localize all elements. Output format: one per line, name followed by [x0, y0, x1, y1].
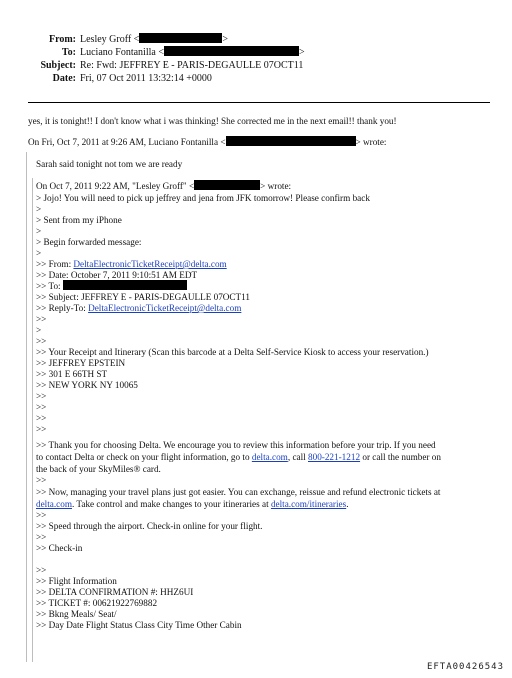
itineraries-link[interactable]: delta.com/itineraries: [270, 499, 347, 509]
to-close: >: [298, 47, 305, 58]
from-name: Lesley Groff <: [80, 34, 140, 45]
quoted-line: >>: [36, 475, 47, 485]
quoted-line: >> Date: October 7, 2011 9:10:51 AM EDT: [36, 270, 198, 280]
quote1-intro: [28, 136, 386, 148]
quoted-line: >>: [36, 402, 47, 412]
quoted-line: >>: [36, 532, 47, 542]
quote2-intro: [36, 180, 291, 192]
quoted-line: >>: [36, 510, 47, 520]
quoted-line: >>: [36, 424, 47, 434]
quote-bar-inner: [32, 178, 33, 662]
quoted-line: > Begin forwarded message:: [36, 237, 142, 247]
from-label: From:: [48, 34, 76, 45]
quoted-line: >> 301 E 66TH ST: [36, 369, 108, 379]
reply-text: yes, it is tonight!! I don't know what i was thinking! She corrected me in the next email!! thank you!: [28, 116, 397, 126]
quoted-line: >> Now, managing your travel plans just got easier. You can exchange, reissue and refund electronic tickets at: [36, 487, 441, 497]
date-value: Fri, 07 Oct 2011 13:32:14 +0000: [80, 73, 212, 84]
sender-email-link[interactable]: DeltaElectronicTicketReceipt@delta.com: [73, 259, 227, 269]
bates-number: EFTA00426543: [426, 662, 504, 672]
quoted-line: the back of your SkyMiles® card.: [36, 464, 161, 474]
subject-label: Subject:: [40, 60, 76, 71]
contact-text-c: or call the number on: [360, 452, 441, 462]
to-name: Luciano Fontanilla <: [80, 47, 164, 58]
manage-text-a: . Take control and make changes to your itineraries at: [71, 499, 271, 509]
quote2-wrote: > wrote:: [260, 181, 292, 191]
quote1-intro-text: On Fri, Oct 7, 2011 at 9:26 AM, Luciano Fontanilla <: [28, 137, 226, 147]
contact-text-a: to contact Delta or check on your flight information, go to: [36, 452, 252, 462]
to-prefix: >> To:: [36, 281, 63, 291]
redaction-box: [139, 33, 222, 43]
redaction-box: [226, 136, 356, 146]
quoted-line: > Sent from my iPhone: [36, 215, 122, 225]
quoted-line-contact: [36, 451, 441, 463]
date-label: Date:: [52, 73, 76, 84]
quote1-wrote: > wrote:: [355, 137, 387, 147]
quoted-line: >>: [36, 565, 47, 575]
quoted-line-replyto: [36, 302, 241, 314]
redaction-box: [63, 280, 187, 290]
to-label: To:: [61, 47, 76, 58]
replyto-email-link[interactable]: DeltaElectronicTicketReceipt@delta.com: [88, 303, 242, 313]
phone-link[interactable]: 800-221-1212: [308, 452, 361, 462]
quote1-text: Sarah said tonight not tom we are ready: [36, 159, 183, 169]
contact-text-b: , call: [287, 452, 308, 462]
delta-com-link[interactable]: delta.com: [36, 499, 72, 509]
quoted-line: >: [36, 325, 42, 335]
manage-text-b: .: [346, 499, 349, 509]
quoted-line: >: [36, 204, 42, 214]
subject-value: Re: Fwd: JEFFREY E - PARIS-DEGAULLE 07OCT11: [80, 60, 304, 71]
replyto-prefix: >> Reply-To:: [36, 303, 89, 313]
quoted-line: >> TICKET #: 00621922769882: [36, 598, 158, 608]
quoted-line: >> JEFFREY EPSTEIN: [36, 358, 126, 368]
quoted-line: >> Flight Information: [36, 576, 117, 586]
from-value: [80, 33, 228, 46]
quoted-line: >> Check-in: [36, 543, 83, 553]
quoted-line: >>: [36, 314, 47, 324]
from-prefix: >> From:: [36, 259, 74, 269]
quoted-line: >> Thank you for choosing Delta. We encourage you to review this information before your trip. If you need: [36, 440, 436, 450]
quoted-line: >> Subject: JEFFREY E - PARIS-DEGAULLE 07OCT11: [36, 292, 251, 302]
from-close: >: [222, 34, 228, 45]
quoted-line-manage: [36, 498, 349, 510]
quoted-line: >> Bkng Meals/ Seat/: [36, 609, 117, 619]
quoted-line: >> Your Receipt and Itinerary (Scan this barcode at a Delta Self-Service Kiosk to access your reservation.): [36, 347, 429, 357]
quoted-line: >>: [36, 413, 47, 423]
quoted-line: >> Speed through the airport. Check-in online for your flight.: [36, 521, 263, 531]
delta-com-link[interactable]: delta.com: [251, 452, 288, 462]
quoted-line: >: [36, 248, 42, 258]
quoted-line: >>: [36, 391, 47, 401]
quote-bar-outer: [26, 152, 27, 662]
redaction-box: [194, 180, 260, 190]
header-divider: [28, 102, 490, 103]
quoted-line: >>: [36, 336, 47, 346]
to-value: [80, 46, 305, 59]
quoted-line: >: [36, 226, 42, 236]
quoted-line: >> NEW YORK NY 10065: [36, 380, 138, 390]
quote2-intro-text: On Oct 7, 2011 9:22 AM, "Lesley Groff" <: [36, 181, 195, 191]
quoted-line: > Jojo! You will need to pick up jeffrey and jena from JFK tomorrow! Please confirm back: [36, 193, 370, 203]
redaction-box: [164, 46, 299, 56]
quoted-line: >> Day Date Flight Status Class City Time Other Cabin: [36, 620, 242, 630]
quoted-line: >> DELTA CONFIRMATION #: HHZ6UI: [36, 587, 194, 597]
